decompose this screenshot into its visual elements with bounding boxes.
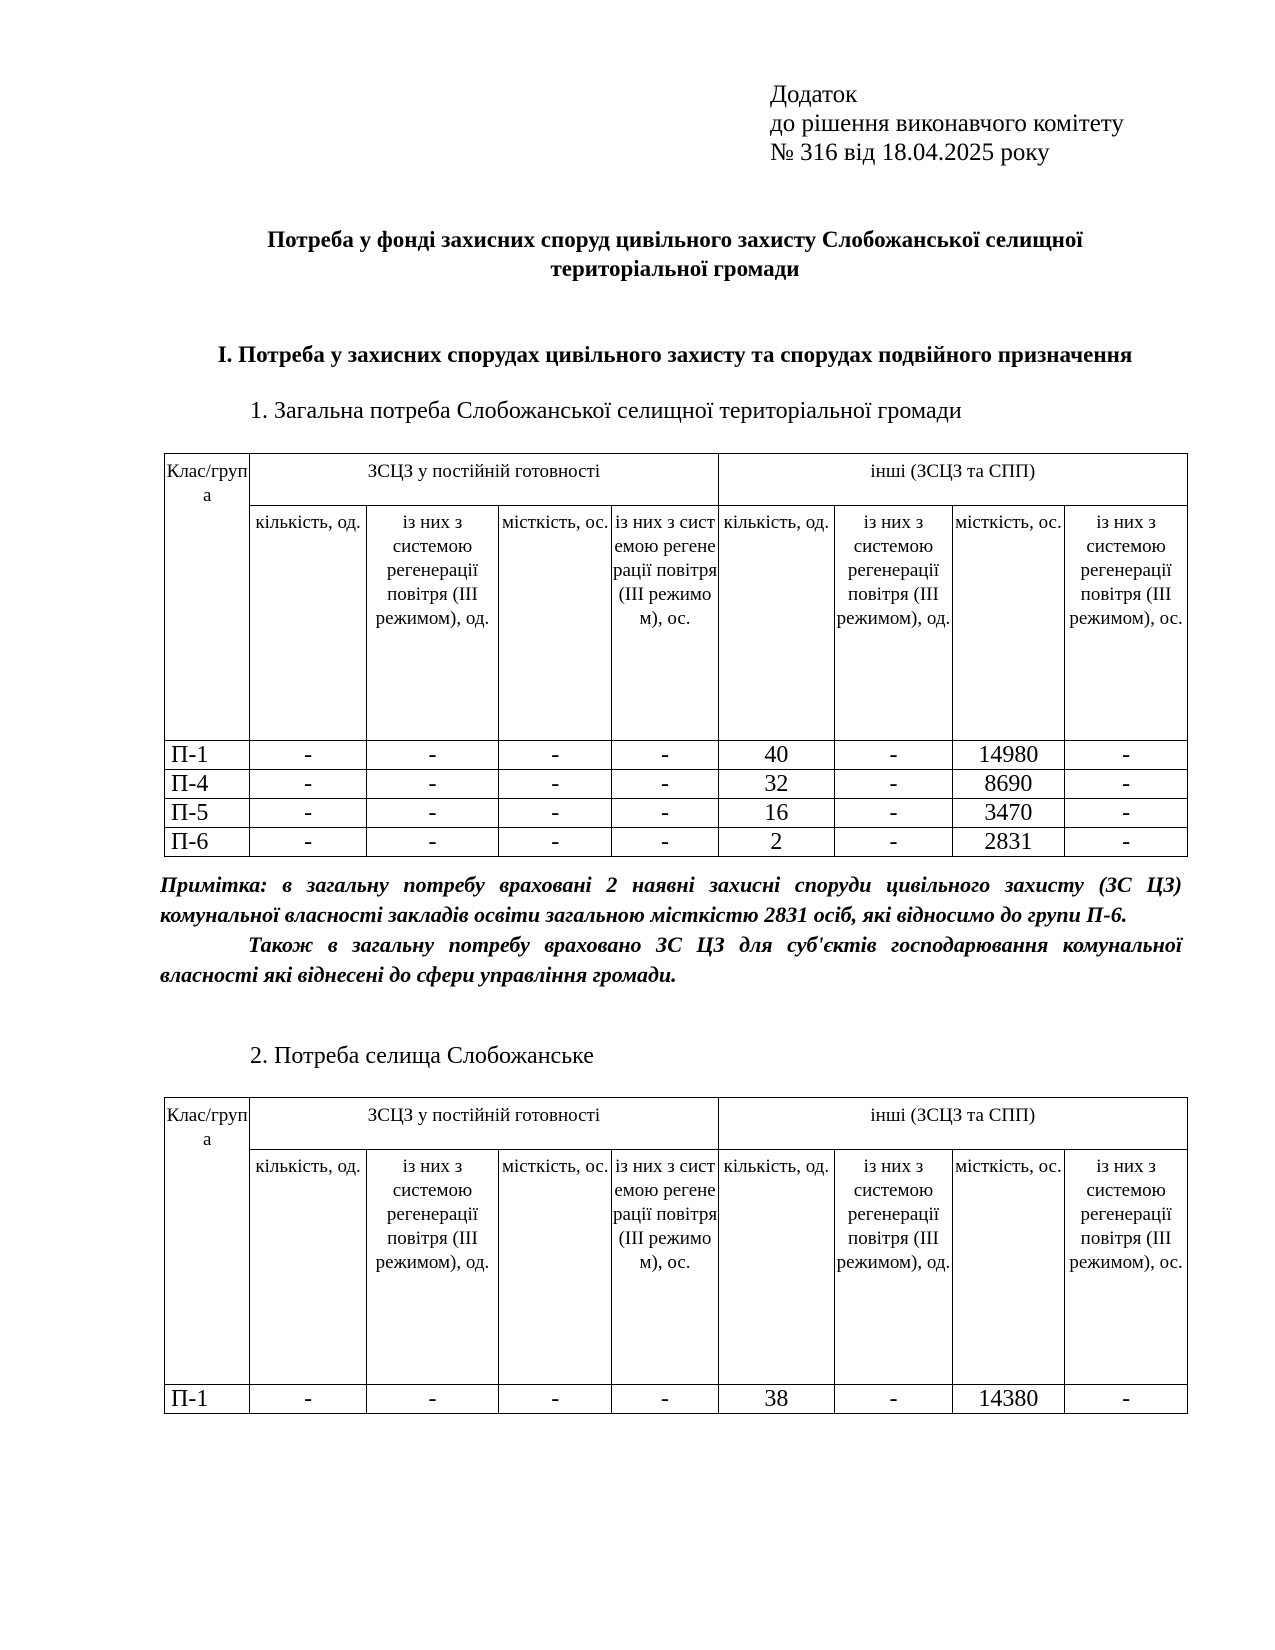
title-line: територіальної громади [550, 256, 800, 281]
cell: - [366, 799, 498, 828]
cell: 14380 [952, 1385, 1064, 1414]
cell: - [835, 828, 953, 857]
table-row [165, 799, 1188, 828]
header-perm-count: кількість, од. [250, 506, 367, 741]
header-other: інші (ЗСЦЗ та СПП) [718, 1098, 1187, 1150]
document-title [160, 225, 1190, 283]
note-paragraph: Також в загальну потребу враховано ЗС ЦЗ для суб'єктів господарювання комунальної власності які віднесені до сфери управління громади. [160, 932, 1182, 987]
header-permanent-readiness: ЗСЦЗ у постійній готовності [250, 1098, 718, 1150]
cell: - [1065, 828, 1188, 857]
cell: - [250, 770, 367, 799]
header-other-capacity: місткість, ос. [952, 506, 1064, 741]
header-perm-regen-capacity: із них з системою регенерації повітря (ІІІ режимом), ос. [612, 1150, 718, 1385]
header-other-count: кількість, од. [718, 1150, 835, 1385]
header-perm-regen-count: із них з системою регенерації повітря (ІІІ режимом), од. [366, 506, 498, 741]
cell: - [499, 799, 612, 828]
cell: - [612, 828, 718, 857]
header-other-regen-capacity: із них з системою регенерації повітря (ІІІ режимом), ос. [1065, 1150, 1188, 1385]
table1-subtitle: 1. Загальна потреба Слобожанської селищної територіальної громади [250, 398, 962, 424]
header-class-group: Клас/група [165, 454, 250, 741]
table-row [165, 1385, 1188, 1414]
note-paragraph: Примітка: в загальну потребу враховані 2 наявні захисні споруди цивільного захисту (ЗС ЦЗ) комунальної власності закладів освіти загальною місткістю 2831 осіб, які відносимо до групи П-6. [160, 872, 1182, 927]
cell: - [1065, 1385, 1188, 1414]
title-line: Потреба у фонді захисних споруд цивільного захисту Слобожанської селищної [267, 227, 1083, 252]
cell: - [612, 741, 718, 770]
section-title: І. Потреба у захисних спорудах цивільного захисту та спорудах подвійного призначення [217, 342, 1133, 367]
header-other-regen-capacity: із них з системою регенерації повітря (ІІІ режимом), ос. [1065, 506, 1188, 741]
cell-class: П-6 [165, 828, 250, 857]
table-general-need [164, 453, 1188, 857]
cell: - [612, 799, 718, 828]
cell: - [366, 741, 498, 770]
cell: 3470 [952, 799, 1064, 828]
cell: - [499, 770, 612, 799]
cell: 8690 [952, 770, 1064, 799]
annex-block [770, 80, 1124, 167]
cell: - [499, 1385, 612, 1414]
cell: - [1065, 799, 1188, 828]
annex-line: № 316 від 18.04.2025 року [770, 139, 1050, 166]
cell: 38 [718, 1385, 835, 1414]
header-perm-capacity: місткість, ос. [499, 1150, 612, 1385]
cell: - [835, 741, 953, 770]
cell: - [366, 770, 498, 799]
cell: 2831 [952, 828, 1064, 857]
header-other-capacity: місткість, ос. [952, 1150, 1064, 1385]
cell-class: П-1 [165, 741, 250, 770]
note-block [160, 870, 1182, 990]
cell: - [1065, 741, 1188, 770]
header-permanent-readiness: ЗСЦЗ у постійній готовності [250, 454, 718, 506]
cell: - [250, 741, 367, 770]
table-row [165, 770, 1188, 799]
cell: - [835, 1385, 953, 1414]
cell: - [366, 1385, 498, 1414]
cell: - [835, 799, 953, 828]
cell-class: П-5 [165, 799, 250, 828]
cell: 2 [718, 828, 835, 857]
cell: - [1065, 770, 1188, 799]
cell-class: П-1 [165, 1385, 250, 1414]
header-other-count: кількість, од. [718, 506, 835, 741]
header-other-regen-count: із них з системою регенерації повітря (ІІІ режимом), од. [835, 1150, 953, 1385]
annex-line: Додаток [770, 81, 858, 108]
table-row [165, 828, 1188, 857]
cell: - [250, 1385, 367, 1414]
table-row [165, 741, 1188, 770]
header-perm-capacity: місткість, ос. [499, 506, 612, 741]
cell: - [499, 828, 612, 857]
annex-line: до рішення виконавчого комітету [770, 110, 1124, 137]
header-other: інші (ЗСЦЗ та СПП) [718, 454, 1187, 506]
header-perm-count: кількість, од. [250, 1150, 367, 1385]
header-other-regen-count: із них з системою регенерації повітря (ІІІ режимом), од. [835, 506, 953, 741]
cell: - [612, 770, 718, 799]
cell-class: П-4 [165, 770, 250, 799]
cell: - [250, 799, 367, 828]
cell: - [612, 1385, 718, 1414]
cell: - [499, 741, 612, 770]
header-perm-regen-capacity: із них з системою регенерації повітря (ІІІ режимом), ос. [612, 506, 718, 741]
header-class-group: Клас/група [165, 1098, 250, 1385]
table2-subtitle: 2. Потреба селища Слобожанське [250, 1043, 594, 1069]
cell: 32 [718, 770, 835, 799]
cell: - [250, 828, 367, 857]
table-settlement-need [164, 1097, 1188, 1414]
cell: 40 [718, 741, 835, 770]
cell: - [835, 770, 953, 799]
cell: - [366, 828, 498, 857]
cell: 14980 [952, 741, 1064, 770]
header-perm-regen-count: із них з системою регенерації повітря (ІІІ режимом), од. [366, 1150, 498, 1385]
cell: 16 [718, 799, 835, 828]
